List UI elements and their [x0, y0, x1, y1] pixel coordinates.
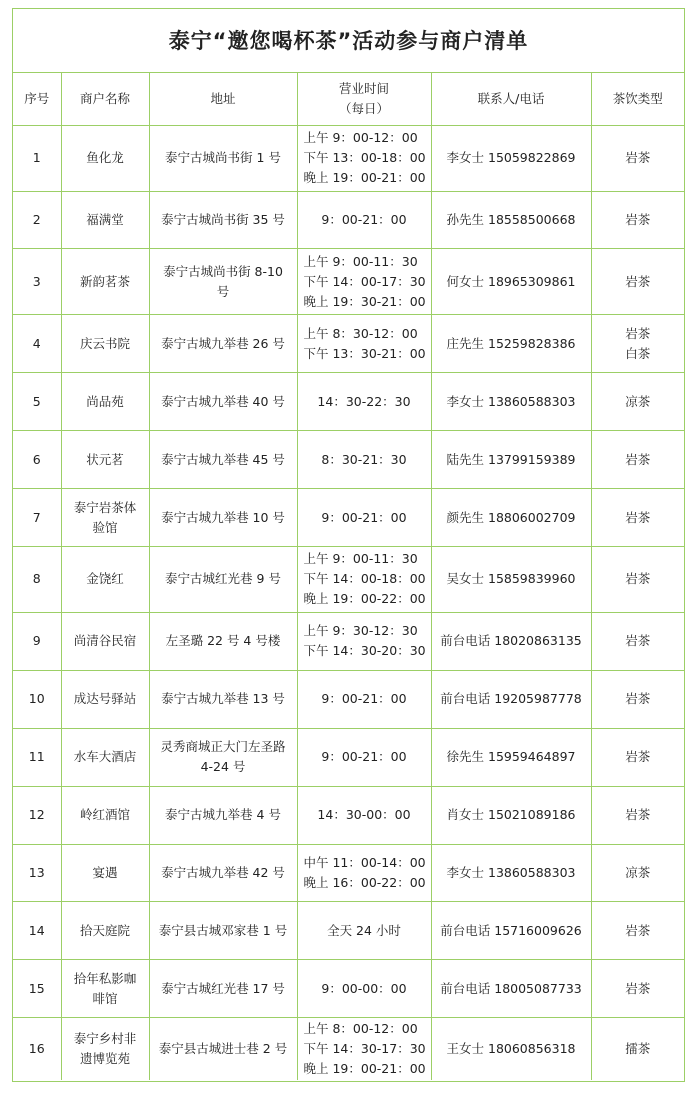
cell-merchant-name-line: 啡馆	[92, 990, 118, 1006]
cell-merchant-name	[61, 431, 149, 489]
cell-hours	[297, 670, 431, 728]
cell-address	[149, 489, 297, 547]
table-row	[13, 670, 684, 728]
cell-address-line: 泰宁古城九举巷 13 号	[161, 691, 285, 707]
cell-tea-type-line: 岩茶	[625, 980, 651, 996]
cell-tea-type	[591, 125, 684, 191]
cell-tea-type	[591, 844, 684, 902]
cell-merchant-name-line: 新韵茗茶	[79, 273, 130, 289]
cell-hours	[297, 612, 431, 670]
cell-hours-line: 8：30-21：30	[321, 451, 407, 467]
cell-merchant-name-line: 福满堂	[86, 211, 124, 227]
cell-hours-line: 上午 9：00-12：00	[303, 130, 418, 145]
cell-address	[149, 902, 297, 960]
cell-address-line: 泰宁古城九举巷 26 号	[161, 335, 285, 351]
cell-merchant-name-line: 泰宁乡村非	[73, 1030, 137, 1046]
cell-address	[149, 373, 297, 431]
cell-merchant-name	[61, 489, 149, 547]
cell-hours-line: 9：00-21：00	[321, 509, 407, 525]
cell-merchant-name-line: 庆云书院	[79, 335, 130, 351]
header-address: 地址	[149, 73, 297, 125]
cell-hours	[297, 191, 431, 249]
cell-hours-line: 晚上 16：00-22：00	[303, 874, 426, 890]
merchant-list-sheet	[12, 8, 685, 1082]
cell-address-line: 号	[216, 283, 230, 299]
cell-hours-line: 晚上 19：00-21：00	[303, 1060, 426, 1076]
cell-tea-type	[591, 902, 684, 960]
cell-merchant-name-line: 岭红酒馆	[79, 807, 130, 823]
cell-address-line: 泰宁县古城邓家巷 1 号	[158, 922, 288, 938]
cell-contact: 前台电话 18005087733	[431, 960, 591, 1018]
cell-merchant-name-line: 宴遇	[92, 864, 118, 880]
cell-hours-line: 中午 11：00-14：00	[303, 854, 426, 870]
cell-address	[149, 844, 297, 902]
table-row	[13, 315, 684, 373]
cell-merchant-name-line: 鱼化龙	[86, 150, 124, 165]
cell-merchant-name	[61, 191, 149, 249]
cell-no: 2	[13, 191, 61, 249]
cell-tea-type-line: 岩茶	[625, 509, 651, 525]
table-row	[13, 489, 684, 547]
cell-hours-line: 9：00-00：00	[321, 980, 407, 996]
cell-tea-type-line: 岩茶	[625, 273, 651, 289]
cell-tea-type-line: 凉茶	[625, 864, 651, 880]
cell-hours-line: 上午 8：30-12：00	[303, 325, 418, 341]
cell-tea-type	[591, 612, 684, 670]
cell-address	[149, 728, 297, 786]
cell-tea-type	[591, 546, 684, 612]
cell-address-line: 泰宁古城尚书街 35 号	[161, 211, 285, 227]
cell-address	[149, 786, 297, 844]
cell-tea-type-line: 岩茶	[625, 749, 651, 765]
cell-hours-line: 晚上 19：00-22：00	[303, 591, 426, 607]
cell-merchant-name	[61, 125, 149, 191]
table-header-row	[13, 73, 684, 125]
cell-hours-line: 下午 13：00-18：00	[303, 150, 426, 165]
cell-no: 16	[13, 1018, 61, 1080]
cell-address	[149, 191, 297, 249]
cell-tea-type-line: 岩茶	[625, 633, 651, 649]
cell-tea-type	[591, 1018, 684, 1080]
cell-merchant-name	[61, 844, 149, 902]
cell-address-line: 4-24 号	[200, 759, 246, 775]
cell-hours	[297, 489, 431, 547]
cell-hours-line: 下午 14：30-17：30	[303, 1040, 426, 1056]
table-row	[13, 546, 684, 612]
header-hours	[297, 73, 431, 125]
header-name: 商户名称	[61, 73, 149, 125]
cell-no: 8	[13, 546, 61, 612]
cell-merchant-name-line: 尚清谷民宿	[73, 633, 137, 649]
cell-merchant-name	[61, 546, 149, 612]
table-row	[13, 373, 684, 431]
cell-hours-line: 上午 8：00-12：00	[303, 1020, 418, 1036]
cell-no: 1	[13, 125, 61, 191]
cell-address	[149, 670, 297, 728]
cell-contact: 徐先生 15959464897	[431, 728, 591, 786]
cell-hours	[297, 373, 431, 431]
cell-hours-line: 14：30-22：30	[317, 393, 411, 409]
cell-merchant-name-line: 成达号驿站	[73, 691, 137, 707]
cell-address	[149, 1018, 297, 1080]
merchant-table	[13, 73, 684, 1080]
cell-contact: 吴女士 15859839960	[431, 546, 591, 612]
cell-merchant-name-line: 状元茗	[86, 451, 124, 467]
cell-no: 12	[13, 786, 61, 844]
table-row	[13, 191, 684, 249]
cell-no: 7	[13, 489, 61, 547]
cell-hours	[297, 249, 431, 315]
cell-address-line: 灵秀商城正大门左圣路	[160, 739, 286, 755]
cell-contact: 前台电话 19205987778	[431, 670, 591, 728]
cell-contact: 何女士 18965309861	[431, 249, 591, 315]
cell-merchant-name	[61, 373, 149, 431]
cell-merchant-name-line: 金饶红	[86, 571, 124, 587]
cell-hours-line: 9：00-21：00	[321, 749, 407, 765]
table-row	[13, 902, 684, 960]
cell-tea-type	[591, 786, 684, 844]
cell-merchant-name	[61, 249, 149, 315]
cell-no: 9	[13, 612, 61, 670]
cell-address-line: 泰宁县古城进士巷 2 号	[158, 1040, 288, 1056]
cell-hours-line: 下午 14：00-17：30	[303, 273, 426, 289]
cell-hours-line: 上午 9：30-12：30	[303, 623, 418, 639]
cell-merchant-name	[61, 786, 149, 844]
cell-merchant-name	[61, 315, 149, 373]
cell-address	[149, 125, 297, 191]
cell-address-line: 泰宁古城尚书街 1 号	[165, 150, 281, 165]
cell-no: 6	[13, 431, 61, 489]
cell-tea-type-line: 白茶	[625, 345, 651, 361]
cell-tea-type	[591, 315, 684, 373]
cell-tea-type	[591, 670, 684, 728]
cell-tea-type	[591, 489, 684, 547]
cell-contact: 王女士 18060856318	[431, 1018, 591, 1080]
cell-tea-type	[591, 431, 684, 489]
table-row	[13, 431, 684, 489]
cell-no: 11	[13, 728, 61, 786]
cell-contact: 孙先生 18558500668	[431, 191, 591, 249]
cell-contact: 前台电话 15716009626	[431, 902, 591, 960]
table-body	[13, 125, 684, 1080]
cell-address	[149, 546, 297, 612]
cell-address	[149, 960, 297, 1018]
cell-hours-line: 9：00-21：00	[321, 691, 407, 707]
cell-tea-type-line: 岩茶	[625, 571, 651, 587]
cell-hours-line: 全天 24 小时	[327, 922, 401, 938]
table-row	[13, 249, 684, 315]
cell-tea-type-line: 岩茶	[625, 451, 651, 467]
cell-contact: 李女士 15059822869	[431, 125, 591, 191]
cell-address-line: 左圣璐 22 号 4 号楼	[165, 633, 281, 649]
document-title: 泰宁“邀您喝杯茶”活动参与商户清单	[13, 9, 684, 73]
cell-address-line: 泰宁古城九举巷 4 号	[165, 807, 281, 823]
cell-address-line: 泰宁古城红光巷 9 号	[165, 571, 281, 587]
table-row	[13, 612, 684, 670]
cell-address	[149, 315, 297, 373]
cell-tea-type	[591, 728, 684, 786]
cell-merchant-name-line: 验馆	[92, 519, 118, 535]
cell-no: 10	[13, 670, 61, 728]
table-row	[13, 125, 684, 191]
table-row	[13, 1018, 684, 1080]
cell-merchant-name	[61, 728, 149, 786]
cell-hours	[297, 546, 431, 612]
cell-hours	[297, 786, 431, 844]
cell-merchant-name-line: 遗博览苑	[79, 1050, 130, 1066]
table-row	[13, 786, 684, 844]
cell-contact: 李女士 13860588303	[431, 844, 591, 902]
cell-hours-line: 9：00-21：00	[321, 211, 407, 227]
cell-merchant-name	[61, 612, 149, 670]
cell-hours-line: 下午 13：30-21：00	[303, 345, 426, 361]
cell-no: 4	[13, 315, 61, 373]
cell-merchant-name-line: 泰宁岩茶体	[73, 499, 137, 515]
cell-tea-type-line: 凉茶	[625, 393, 651, 409]
cell-merchant-name-line: 尚品苑	[86, 393, 124, 409]
cell-tea-type-line: 岩茶	[625, 807, 651, 823]
cell-merchant-name-line: 拾年私影咖	[73, 970, 137, 986]
cell-hours-line: 晚上 19：30-21：00	[303, 293, 426, 309]
cell-contact: 陆先生 13799159389	[431, 431, 591, 489]
cell-tea-type-line: 岩茶	[625, 211, 651, 227]
cell-address-line: 泰宁古城红光巷 17 号	[161, 980, 285, 996]
header-no: 序号	[13, 73, 61, 125]
cell-no: 15	[13, 960, 61, 1018]
cell-address	[149, 249, 297, 315]
cell-contact: 颜先生 18806002709	[431, 489, 591, 547]
cell-hours	[297, 315, 431, 373]
cell-hours	[297, 844, 431, 902]
cell-hours	[297, 125, 431, 191]
cell-address-line: 泰宁古城九举巷 42 号	[161, 864, 285, 880]
cell-address	[149, 612, 297, 670]
cell-address-line: 泰宁古城九举巷 10 号	[161, 509, 285, 525]
cell-hours-line: 上午 9：00-11：30	[303, 253, 418, 269]
cell-address-line: 泰宁古城九举巷 40 号	[161, 393, 285, 409]
cell-contact: 前台电话 18020863135	[431, 612, 591, 670]
cell-hours	[297, 1018, 431, 1080]
cell-hours-line: 晚上 19：00-21：00	[303, 170, 426, 185]
cell-merchant-name-line: 拾天庭院	[79, 922, 130, 938]
cell-merchant-name	[61, 960, 149, 1018]
cell-merchant-name	[61, 1018, 149, 1080]
cell-no: 3	[13, 249, 61, 315]
header-contact: 联系人/电话	[431, 73, 591, 125]
table-row	[13, 728, 684, 786]
cell-hours	[297, 728, 431, 786]
cell-merchant-name	[61, 670, 149, 728]
cell-no: 13	[13, 844, 61, 902]
cell-tea-type-line: 擂茶	[625, 1040, 651, 1056]
cell-address-line: 泰宁古城尚书街 8-10	[163, 263, 283, 279]
table-row	[13, 960, 684, 1018]
cell-no: 5	[13, 373, 61, 431]
cell-merchant-name-line: 水车大酒店	[73, 749, 137, 765]
cell-no: 14	[13, 902, 61, 960]
cell-tea-type	[591, 373, 684, 431]
cell-tea-type-line: 岩茶	[625, 325, 651, 341]
cell-hours-line: 上午 9：00-11：30	[303, 551, 418, 567]
cell-hours-line: 下午 14：30-20：30	[303, 643, 426, 659]
header-tea: 茶饮类型	[591, 73, 684, 125]
cell-hours	[297, 902, 431, 960]
cell-tea-type	[591, 960, 684, 1018]
cell-address	[149, 431, 297, 489]
header-hours-line1: 营业时间	[338, 80, 389, 96]
table-row	[13, 844, 684, 902]
cell-hours	[297, 960, 431, 1018]
cell-tea-type	[591, 249, 684, 315]
cell-tea-type	[591, 191, 684, 249]
cell-hours-line: 下午 14：00-18：00	[303, 571, 426, 587]
cell-contact: 肖女士 15021089186	[431, 786, 591, 844]
cell-tea-type-line: 岩茶	[625, 150, 651, 165]
cell-hours-line: 14：30-00：00	[317, 807, 411, 823]
cell-contact: 庄先生 15259828386	[431, 315, 591, 373]
cell-tea-type-line: 岩茶	[625, 691, 651, 707]
cell-contact: 李女士 13860588303	[431, 373, 591, 431]
cell-address-line: 泰宁古城九举巷 45 号	[161, 451, 285, 467]
cell-hours	[297, 431, 431, 489]
cell-merchant-name	[61, 902, 149, 960]
header-hours-line2: （每日）	[338, 100, 389, 116]
cell-tea-type-line: 岩茶	[625, 922, 651, 938]
